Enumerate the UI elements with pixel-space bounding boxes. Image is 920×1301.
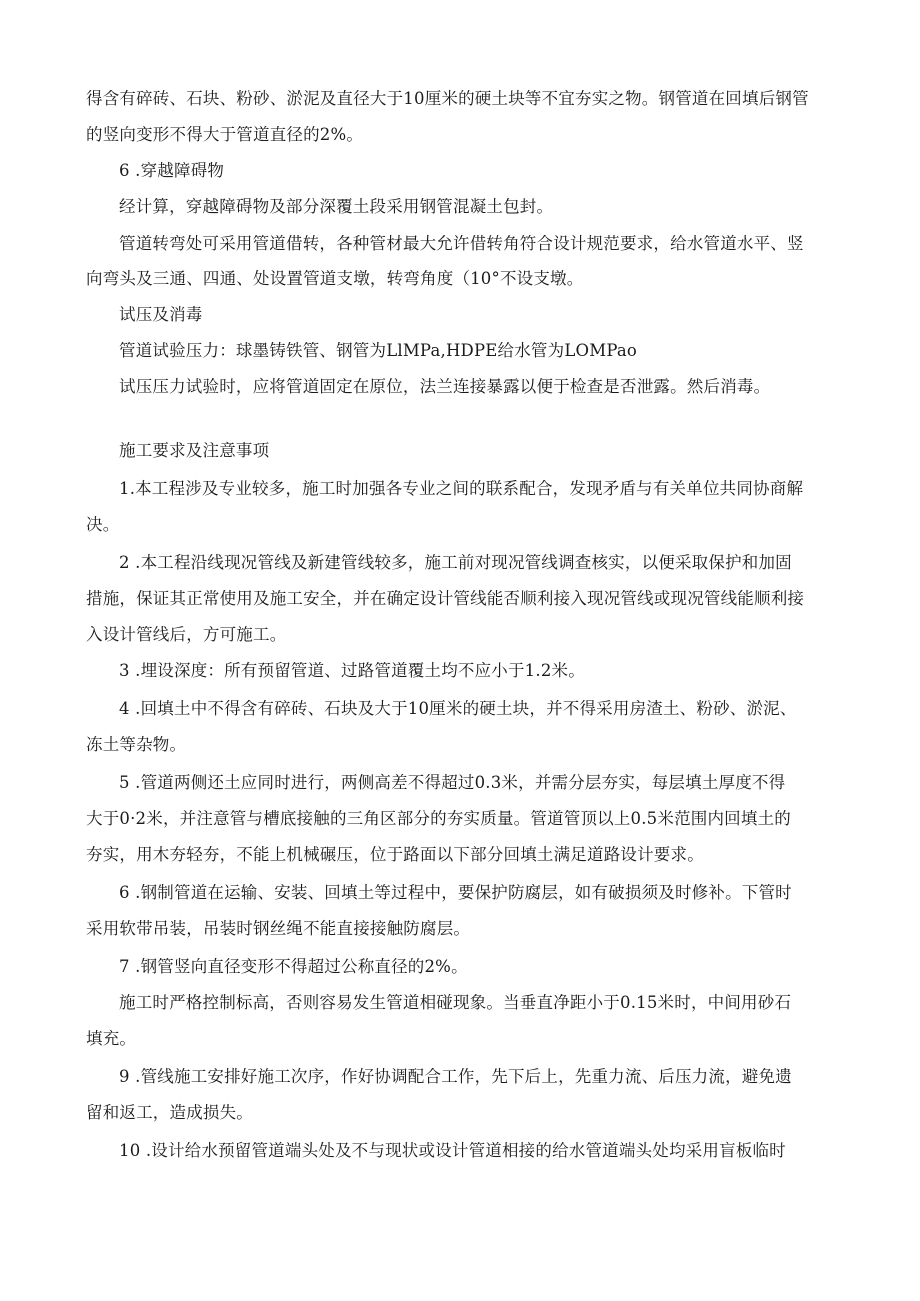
list-item: 10 .设计给水预留管道端头处及不与现状或设计管道相接的给水管道端头处均采用盲板临时 <box>119 1141 786 1160</box>
list-item: 3 .埋设深度：所有预留管道、过路管道覆土均不应小于1.2米。 <box>119 661 585 680</box>
section-heading: 施工要求及注意事项 <box>119 441 270 460</box>
list-item-continuation: 决。 <box>86 515 120 534</box>
paragraph-line: 管道试验压力：球墨铸铁管、钢管为LlMPa,HDPE给水管为LOMPao <box>119 341 638 360</box>
list-item-continuation: 留和返工，造成损失。 <box>86 1103 253 1122</box>
paragraph-line: 经计算，穿越障碍物及部分深覆土段采用钢管混凝土包封。 <box>119 197 554 216</box>
list-item-continuation: 入设计管线后，方可施工。 <box>86 625 287 644</box>
list-item: 2 .本工程沿线现况管线及新建管线较多，施工前对现况管线调查核实，以便采取保护和加固 <box>119 553 792 572</box>
list-item: 6 .钢制管道在运输、安装、回填土等过程中，要保护防腐层，如有破损须及时修补。下管时 <box>119 883 792 902</box>
paragraph-line: 得含有碎砖、石块、粉砂、淤泥及直径大于10厘米的硬土块等不宜夯实之物。钢管道在回填后钢管 <box>86 89 809 108</box>
list-item-continuation: 采用软带吊装，吊装时钢丝绳不能直接接触防腐层。 <box>86 919 471 938</box>
paragraph-line: 向弯头及三通、四通、处设置管道支墩，转弯角度（10°不设支墩。 <box>86 269 584 288</box>
list-item-continuation: 大于0·2米，并注意管与槽底接触的三角区部分的夯实质量。管道管顶以上0.5米范围内回填土的 <box>86 809 791 828</box>
list-item-continuation: 夯实，用木夯轻夯，不能上机械碾压，位于路面以下部分回填土满足道路设计要求。 <box>86 845 704 864</box>
list-item: 9 .管线施工安排好施工次序，作好协调配合工作，先下后上，先重力流、后压力流，避免遗 <box>119 1067 792 1086</box>
paragraph-line: 试压压力试验时，应将管道固定在原位，法兰连接暴露以便于检查是否泄露。然后消毒。 <box>119 377 771 396</box>
list-item: 7 .钢管竖向直径变形不得超过公称直径的2%。 <box>119 957 468 976</box>
list-item: 施工时严格控制标高，否则容易发生管道相碰现象。当垂直净距小于0.15米时，中间用砂石 <box>119 993 792 1012</box>
paragraph-line: 管道转弯处可采用管道借转，各种管材最大允许借转角符合设计规范要求，给水管道水平、竖 <box>119 234 804 253</box>
list-item-continuation: 措施，保证其正常使用及施工安全，并在确定设计管线能否顺利接入现况管线或现况管线能顺利接 <box>86 589 805 608</box>
list-item: 4 .回填土中不得含有碎砖、石块及大于10厘米的硬土块，并不得采用房渣土、粉砂、淤泥、 <box>119 699 797 718</box>
paragraph-line: 的竖向变形不得大于管道直径的2%。 <box>86 125 364 144</box>
list-item: 5 .管道两侧还土应同时进行，两侧高差不得超过0.3米，并需分层夯实，每层填土厚度不得 <box>119 773 786 792</box>
section-heading: 试压及消毒 <box>119 305 203 324</box>
list-item-continuation: 填充。 <box>86 1029 137 1048</box>
list-item: 1.本工程涉及专业较多，施工时加强各专业之间的联系配合，发现矛盾与有关单位共同协商解 <box>119 479 804 498</box>
list-item-continuation: 冻土等杂物。 <box>86 735 187 754</box>
section-heading: 6 .穿越障碍物 <box>119 161 225 180</box>
